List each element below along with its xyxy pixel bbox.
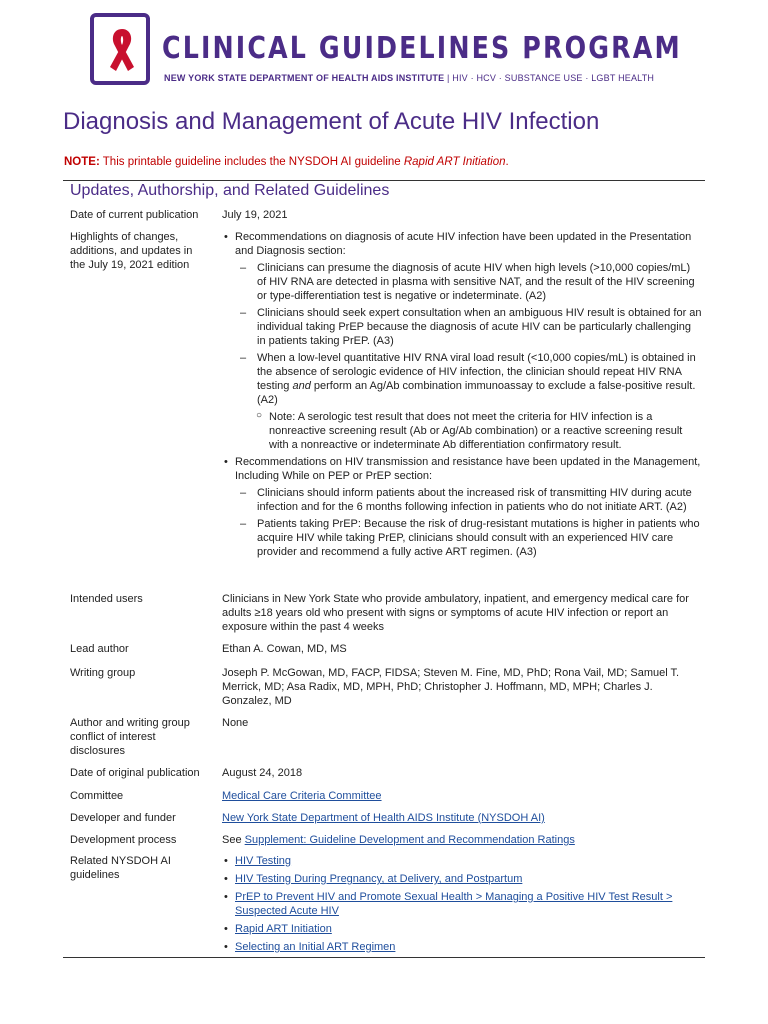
item-emphasis: and [292, 380, 311, 392]
red-ribbon-icon [102, 25, 142, 77]
item-text: perform an Ag/Ab combination immunoassay to exclude a false-positive result. (A2) [257, 380, 696, 406]
row-value: None [222, 717, 249, 729]
row-label: Related NYSDOH AI guidelines [70, 855, 171, 881]
row-value: July 19, 2021 [222, 209, 288, 221]
process-prefix: See [222, 834, 245, 846]
list-item [222, 922, 702, 936]
list-item: – Clinicians should inform patients about the increased risk of transmitting HIV during acute infection and for the 6 months following infection in patients who do not initiate ART. (A2) [222, 486, 702, 514]
developer-link[interactable]: New York State Department of Health AIDS Institute (NYSDOH AI) [222, 812, 545, 824]
row-value: August 24, 2018 [222, 767, 303, 779]
list-item: • Recommendations on diagnosis of acute HIV infection have been updated in the Presentation and Diagnosis section: [222, 230, 702, 258]
program-header [90, 13, 690, 88]
list-item: • Recommendations on HIV transmission and resistance have been updated in the Management, Including While on PEP or PrEP section: [222, 455, 702, 483]
list-item: – Clinicians should seek expert consultation when an ambiguous HIV result is obtained for an individual taking PrEP because the diagnosis of acute HIV can be particularly challenging in patients taking PrEP. (A3) [222, 306, 702, 348]
note-guideline-name: Rapid ART Initiation [403, 156, 506, 168]
row-label: Committee [70, 790, 124, 802]
row-value [222, 833, 702, 847]
list-item: – Patients taking PrEP: Because the risk of drug-resistant mutations is higher in patients who acquire HIV while taking PrEP, clinicians should consult with an experienced HIV care provider and recommend a fully active ART regimen. (A3) [222, 517, 702, 559]
program-logo [90, 13, 150, 85]
list-item: ○ Note: A serologic test result that does not meet the criteria for HIV infection is a nonreactive screening result (Ab or Ag/Ab combination) or a reactive screening result with a nonreactive or indeterminate Ab differentiation confirmatory result. [222, 410, 702, 452]
panel-title: Updates, Authorship, and Related Guidelines [70, 182, 390, 199]
row-label: Developer and funder [70, 812, 176, 824]
related-link-initial-art-regimen[interactable]: Selecting an Initial ART Regimen [235, 941, 396, 953]
related-link-rapid-art[interactable]: Rapid ART Initiation [235, 923, 332, 935]
related-link-hiv-testing[interactable]: HIV Testing [235, 855, 292, 867]
row-label: Date of current publication [70, 209, 199, 221]
list-item: – Clinicians can presume the diagnosis of acute HIV when high levels (>10,000 copies/mL) of HIV RNA are detected in plasma with sensitive NAT, and the result of the HIV screening or type-differentiation test is negative or indeterminate. (A2) [222, 261, 702, 303]
printable-note [64, 156, 509, 168]
updates-authorship-panel [63, 180, 705, 958]
program-subtitle [164, 73, 654, 83]
row-label: Intended users [70, 593, 143, 605]
note-text: This printable guideline includes the NYSDOH AI guideline [99, 156, 404, 168]
list-item [222, 940, 702, 954]
row-label: Highlights of changes, additions, and updates in the July 19, 2021 edition [70, 231, 193, 271]
related-link-prep-suspected-acute[interactable]: PrEP to Prevent HIV and Promote Sexual Health > Managing a Positive HIV Test Result > Suspected Acute HIV [235, 891, 673, 917]
row-value [222, 230, 702, 562]
program-subtitle-topics: | HIV · HCV · SUBSTANCE USE · LGBT HEALTH [444, 73, 655, 83]
row-value: Clinicians in New York State who provide ambulatory, inpatient, and emergency medical care for adults ≥18 years old who present with signs or symptoms of acute HIV infection or report an exposure within the past 4 weeks [222, 593, 689, 633]
program-subtitle-org: NEW YORK STATE DEPARTMENT OF HEALTH AIDS INSTITUTE [164, 73, 445, 83]
row-label: Author and writing group conflict of interest disclosures [70, 717, 190, 757]
page-title: Diagnosis and Management of Acute HIV Infection [63, 108, 600, 135]
supplement-link[interactable]: Supplement: Guideline Development and Recommendation Ratings [244, 834, 575, 846]
row-label: Development process [70, 834, 177, 846]
list-item [222, 872, 702, 886]
row-value [222, 854, 702, 958]
row-label: Writing group [70, 667, 136, 679]
row-label: Date of original publication [70, 767, 200, 779]
list-item [222, 351, 702, 407]
note-suffix: . [505, 156, 509, 168]
committee-link[interactable]: Medical Care Criteria Committee [222, 790, 382, 802]
related-link-hiv-testing-pregnancy[interactable]: HIV Testing During Pregnancy, at Delivery, and Postpartum [235, 873, 523, 885]
list-item [222, 890, 702, 918]
row-value: Ethan A. Cowan, MD, MS [222, 643, 347, 655]
row-value: Joseph P. McGowan, MD, FACP, FIDSA; Steven M. Fine, MD, PhD; Rona Vail, MD; Samuel T. Merrick, MD; Asa Radix, MD, MPH, PhD; Christopher J. Hoffmann, MD, MPH; Charles J. Gonzalez, MD [222, 667, 680, 707]
list-item [222, 854, 702, 868]
row-label: Lead author [70, 643, 129, 655]
note-prefix: NOTE: [64, 156, 100, 168]
row-value [222, 811, 702, 825]
row-value [222, 789, 702, 803]
program-title: CLINICAL GUIDELINES PROGRAM [162, 31, 682, 66]
item-text: When a low-level quantitative HIV RNA viral load result (<10,000 copies/mL) is obtained in the absence of serologic evidence of HIV infection, the clinician should repeat HIV RNA testing [257, 352, 696, 392]
